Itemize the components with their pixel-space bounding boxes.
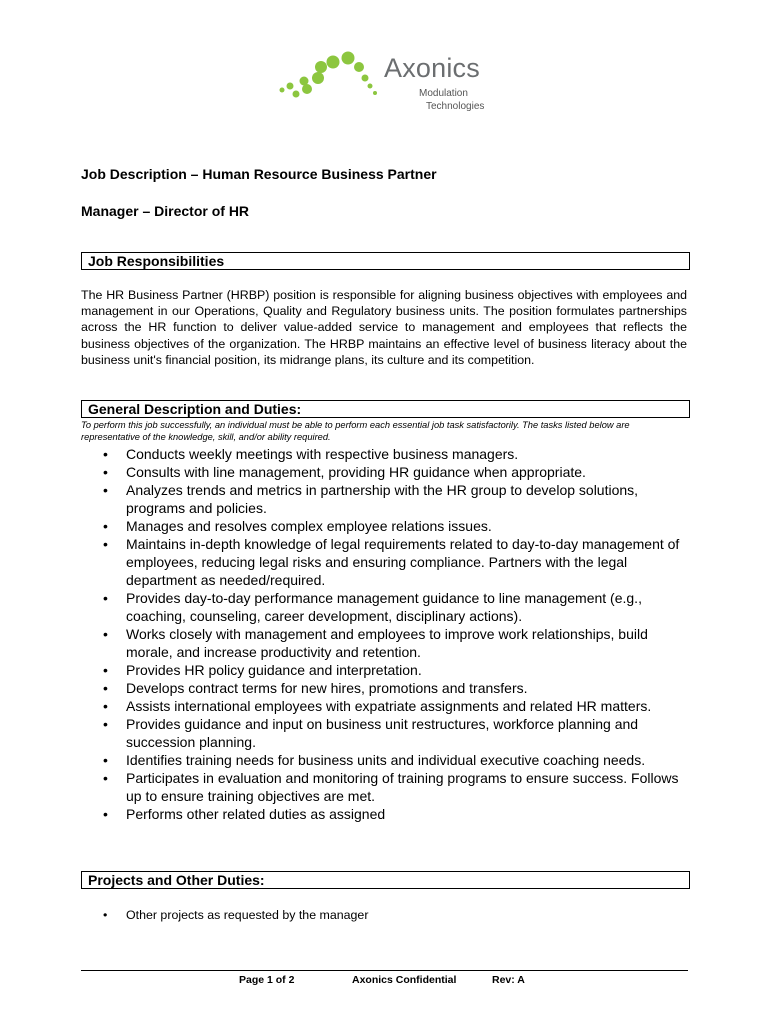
duty-item: • Provides day-to-day performance management guidance to line management (e.g., coaching, counseling, career development, disciplinary actions).: [81, 589, 691, 625]
duty-item: • Participates in evaluation and monitoring of training programs to ensure success. Follows up to ensure training objectives are met.: [81, 769, 691, 805]
manager-line: Manager – Director of HR: [81, 203, 250, 219]
duty-item: • Performs other related duties as assigned: [81, 805, 691, 823]
logo-tagline-line1: Modulation: [419, 88, 468, 99]
footer-page-number: Page 1 of 2: [239, 974, 295, 986]
duty-item: • Conducts weekly meetings with respective business managers.: [81, 445, 691, 463]
section-projects-other-duties: Projects and Other Duties:: [81, 871, 690, 889]
duty-item: • Develops contract terms for new hires, promotions and transfers.: [81, 679, 691, 697]
logo-wordmark: Axonics: [384, 53, 480, 83]
footer-divider: [81, 970, 688, 971]
logo-dots-icon: [276, 48, 386, 108]
footer-revision: Rev: A: [492, 974, 525, 986]
section-job-responsibilities: Job Responsibilities: [81, 252, 690, 270]
duty-item: • Provides HR policy guidance and interpretation.: [81, 661, 691, 679]
logo-tagline-line2: Technologies: [426, 101, 485, 112]
duties-note: To perform this job successfully, an individual must be able to perform each essential job task satisfactorily. The tasks listed below are representative of the knowledge, skill, and/or ability required.: [81, 420, 630, 442]
company-logo: [276, 48, 506, 118]
duty-item: • Works closely with management and employees to improve work relationships, build morale, and increase productivity and retention.: [81, 625, 691, 661]
duty-item: • Maintains in-depth knowledge of legal requirements related to day-to-day management of employees, reducing legal risks and ensuring compliance. Partners with the legal department as needed/required.: [81, 535, 691, 589]
duty-item: • Identifies training needs for business units and individual executive coaching needs.: [81, 751, 691, 769]
projects-list: [81, 907, 691, 923]
duty-item: • Provides guidance and input on business unit restructures, workforce planning and succession planning.: [81, 715, 691, 751]
duties-list: [81, 445, 691, 823]
document-title: Job Description – Human Resource Business Partner: [81, 166, 437, 182]
footer-confidential: Axonics Confidential: [352, 974, 457, 986]
section-general-description: General Description and Duties:: [81, 400, 690, 418]
duty-item: • Consults with line management, providing HR guidance when appropriate.: [81, 463, 691, 481]
duty-item: • Analyzes trends and metrics in partnership with the HR group to develop solutions, programs and policies.: [81, 481, 691, 517]
duty-item: • Manages and resolves complex employee relations issues.: [81, 517, 691, 535]
duty-item: • Assists international employees with expatriate assignments and related HR matters.: [81, 697, 691, 715]
intro-paragraph: The HR Business Partner (HRBP) position is responsible for aligning business objectives with employees and management in our Operations, Quality and Regulatory business units. The position formulates partnerships across the HR function to deliver value-added service to management and employees that reflects the business objectives of the organization. The HRBP maintains an effective level of business literacy about the business unit's financial position, its midrange plans, its culture and its competition.: [81, 288, 687, 367]
project-item: • Other projects as requested by the manager: [81, 907, 691, 923]
